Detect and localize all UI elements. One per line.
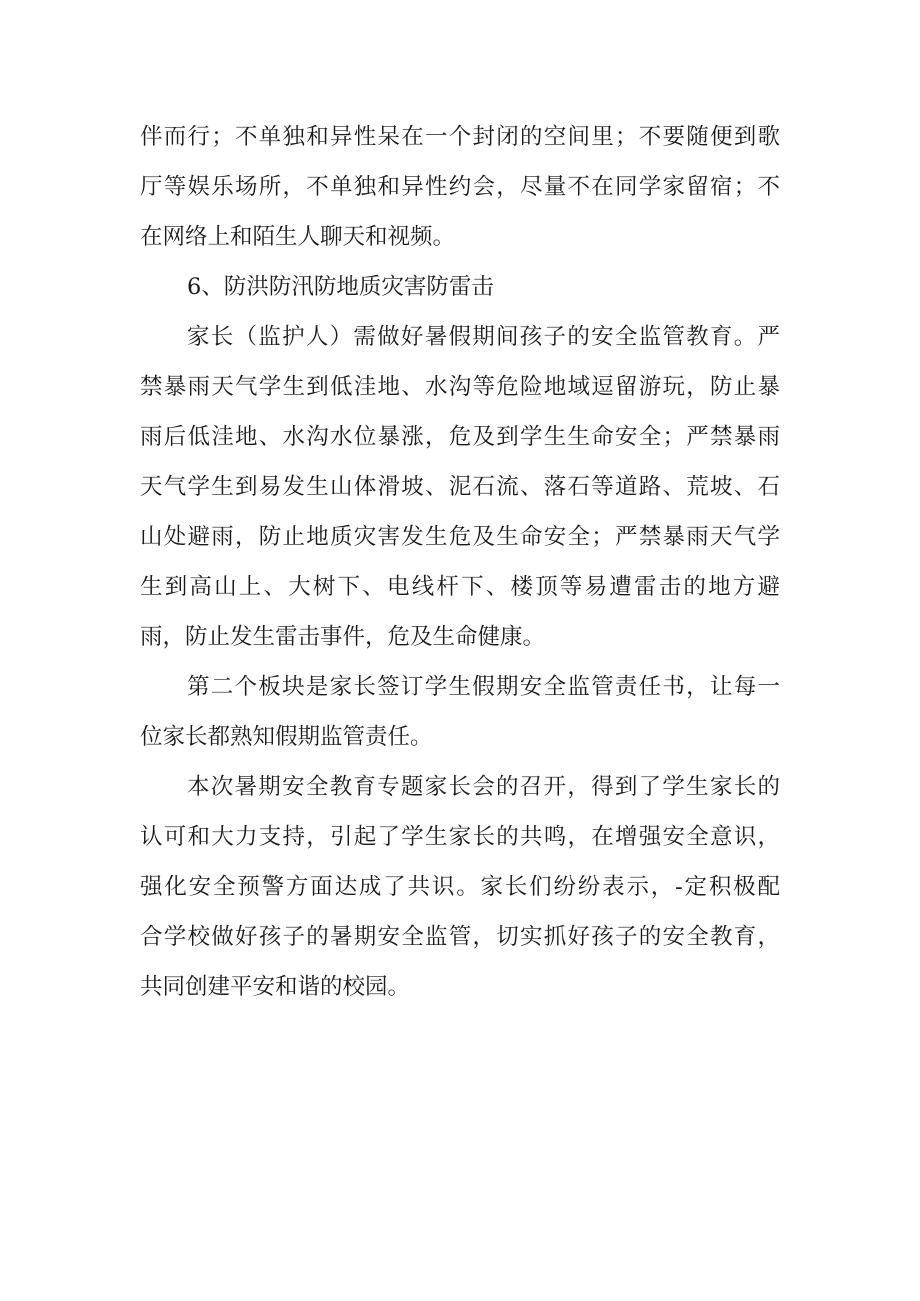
paragraph-2-line-2: 禁暴雨天气学生到低洼地、水沟等危险地域逗留游玩，防止暴 [140, 374, 780, 400]
paragraph-4-line-5: 共同创建平安和谐的校园。 [140, 974, 411, 1000]
paragraph-2-line-1: 家长（监护人）需做好暑假期间孩子的安全监管教育。严 [187, 324, 780, 350]
paragraph-2-line-4: 天气学生到易发生山体滑坡、泥石流、落石等道路、荒坡、石 [140, 474, 780, 500]
paragraph-3-line-2: 位家长都熟知假期监管责任。 [140, 724, 433, 750]
paragraph-3-line-1: 第二个板块是家长签订学生假期安全监管责任书，让每一 [187, 674, 780, 700]
paragraph-4-line-4: 合学校做好孩子的暑期安全监管，切实抓好孩子的安全教育， [140, 924, 780, 950]
paragraph-1-line-2: 厅等娱乐场所，不单独和异性约会，尽量不在同学家留宿；不 [140, 174, 780, 200]
paragraph-2-line-7: 雨，防止发生雷击事件，危及生命健康。 [140, 624, 546, 650]
paragraph-1-line-3: 在网络上和陌生人聊天和视频。 [140, 224, 456, 250]
paragraph-4-line-3: 强化安全预警方面达成了共识。家长们纷纷表示，-定积极配 [140, 874, 780, 900]
paragraph-2-line-6: 生到高山上、大树下、电线杆下、楼顶等易遭雷击的地方避 [140, 574, 780, 600]
paragraph-2-line-3: 雨后低洼地、水沟水位暴涨，危及到学生生命安全；严禁暴雨 [140, 424, 780, 450]
section-heading: 6、防洪防汛防地质灾害防雷击 [187, 274, 494, 300]
paragraph-4-line-2: 认可和大力支持，引起了学生家长的共鸣，在增强安全意识， [140, 824, 780, 850]
paragraph-4-line-1: 本次暑期安全教育专题家长会的召开，得到了学生家长的 [187, 774, 780, 800]
paragraph-2-line-5: 山处避雨，防止地质灾害发生危及生命安全；严禁暴雨天气学 [140, 524, 780, 550]
paragraph-1-line-1: 伴而行；不单独和异性呆在一个封闭的空间里；不要随便到歌 [140, 124, 780, 150]
